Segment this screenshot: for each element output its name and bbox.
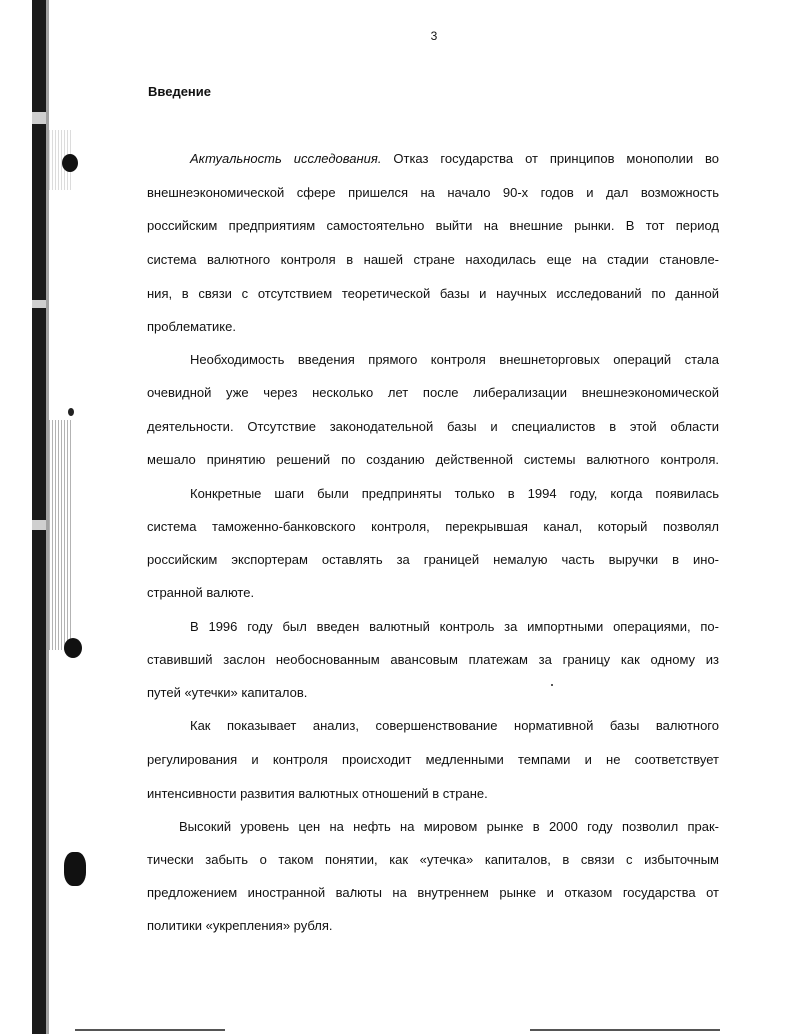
text-line: проблематике. xyxy=(147,319,236,334)
text-line: Конкретные шаги были предприняты только в 1994 году, когда появилась xyxy=(190,486,719,501)
text-line: политики «укрепления» рубля. xyxy=(147,918,333,933)
punch-hole xyxy=(64,852,86,886)
lead-phrase: Актуальность исследования. xyxy=(190,151,382,166)
text-line: Высокий уровень цен на нефть на мировом рынке в 2000 году позволил прак- xyxy=(179,819,719,834)
text-line: система валютного контроля в нашей стране находилась еще на стадии становле- xyxy=(147,252,719,267)
scan-bottom-rule xyxy=(530,1029,720,1031)
text-line: внешнеэкономической сфере пришелся на начало 90-х годов и дал возможность xyxy=(147,185,719,200)
scan-edge-gap xyxy=(32,300,46,308)
text-line: Необходимость введения прямого контроля внешнеторговых операций стала xyxy=(190,352,719,367)
text-line: В 1996 году был введен валютный контроль за импортными операциями, по- xyxy=(190,619,719,634)
text-line: ставивший заслон необоснованным авансовым платежам за границу как одному из xyxy=(147,652,719,667)
text-line: странной валюте. xyxy=(147,585,255,600)
section-heading: Введение xyxy=(148,84,211,99)
text-line: Актуальность исследования. Отказ государства от принципов монополии во xyxy=(190,151,719,166)
text-line: деятельности. Отсутствие законодательной базы и специалистов в этой области xyxy=(147,419,719,434)
punch-hole xyxy=(62,154,78,172)
text-line: ния, в связи с отсутствием теоретической базы и научных исследований по данной xyxy=(147,286,719,301)
text-line: очевидной уже через несколько лет после либерализации внешнеэкономической xyxy=(147,385,719,400)
text-line: российским экспортерам оставлять за границей немалую часть выручки в ино- xyxy=(147,552,719,567)
text-line: путей «утечки» капиталов. xyxy=(147,685,308,700)
text-line: интенсивности развития валютных отношений в стране. xyxy=(147,786,488,801)
scan-edge-gap xyxy=(32,112,46,124)
scan-edge-gap xyxy=(32,520,46,530)
text-line: система таможенно-банковского контроля, перекрывшая канал, который позволял xyxy=(147,519,719,534)
text-line: предложением иностранной валюты на внутреннем рынке и отказом государства от xyxy=(147,885,719,900)
text-line: российским предприятиям самостоятельно выйти на внешние рынки. В тот период xyxy=(147,218,719,233)
text-line: Как показывает анализ, совершенствование нормативной базы валютного xyxy=(190,718,719,733)
scan-bottom-rule xyxy=(75,1029,225,1031)
text-line: мешало принятию решений по созданию действенной системы валютного контроля. xyxy=(147,452,719,467)
punch-hole xyxy=(64,638,82,658)
page-number: 3 xyxy=(430,29,438,43)
scan-edge-shadow xyxy=(32,0,46,1034)
text-line: регулирования и контроля происходит медленными темпами и не соответствует xyxy=(147,752,719,767)
scan-streak xyxy=(49,420,73,650)
text-line: тически забыть о таком понятии, как «утечка» капиталов, в связи с избыточным xyxy=(147,852,719,867)
scan-speck xyxy=(68,408,74,416)
